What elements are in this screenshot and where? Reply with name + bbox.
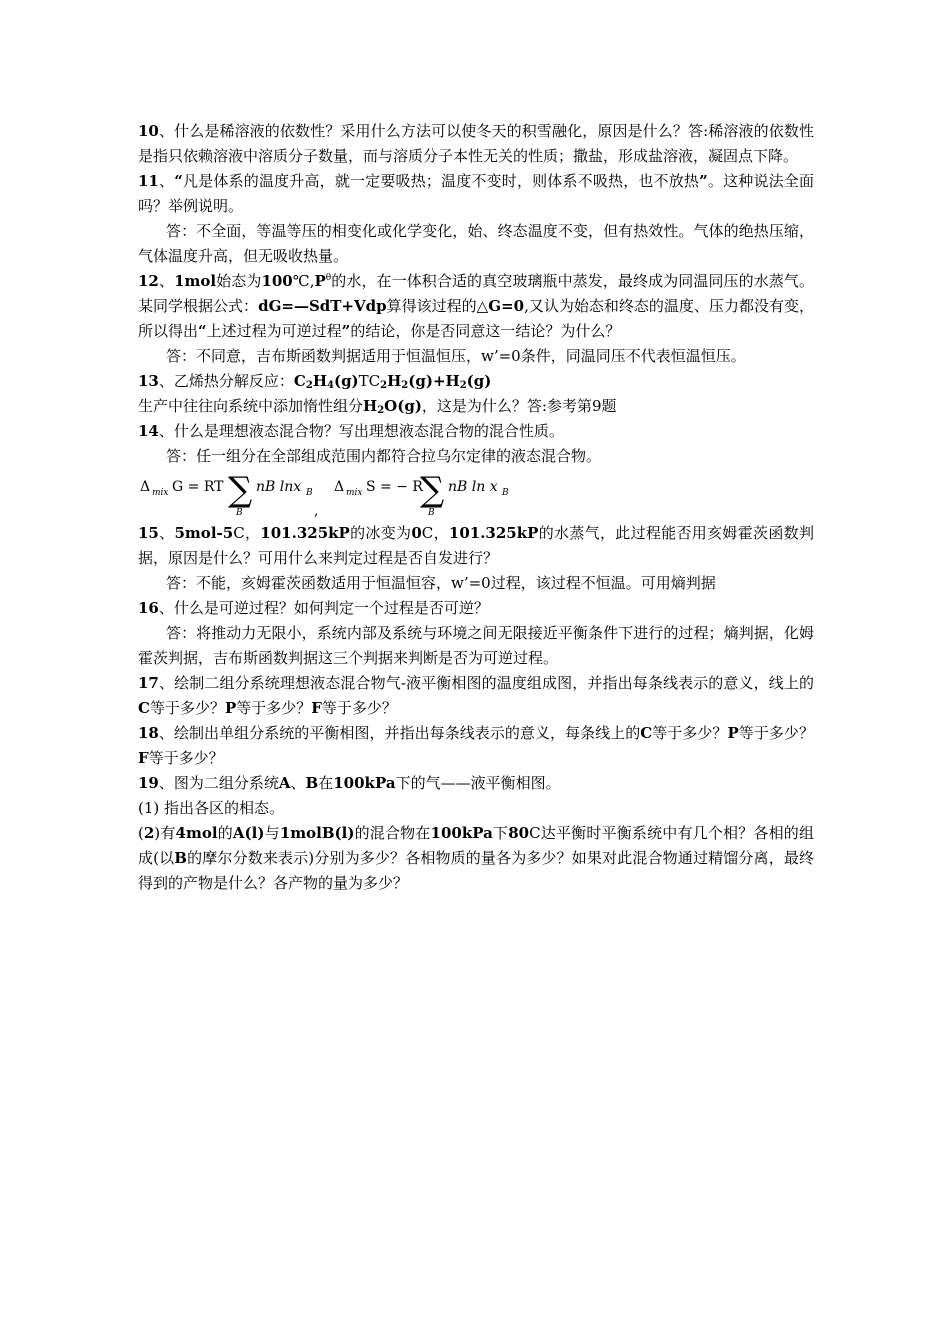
question-13: 13、乙烯热分解反应：$C_2H_4(g)TC_2H_2(g)+H_2(g)$ <box>138 372 492 391</box>
question-15: 15、5mol-5C，101.325kP的冰变为0C，101.325kP的水蒸气，此过程能否用亥姆霍茨函数判据，原因是什么？可用什么来判定过程是否自发进行？ <box>138 524 814 567</box>
delta-symbol: Δ <box>334 479 345 495</box>
svg-text:S = − R: S = − R <box>366 479 423 495</box>
question-10: 10、什么是稀溶液的依数性？采用什么方法可以使冬天的积雪融化，原因是什么？答:稀溶液的依数性是指只依赖溶液中溶质分子数量，而与溶质分子本性无关的性质；撒盐，形成盐溶液，凝固点下降。 <box>138 122 814 165</box>
summation-icon: ∑ <box>228 471 253 510</box>
document-body <box>138 119 814 896</box>
question-16: 16、什么是可逆过程？如何判定一个过程是否可逆？ <box>138 599 489 617</box>
svg-text:nB ln x: nB ln x <box>448 479 498 495</box>
question-12: 12、1mol始态为$100℃,P^\theta$的水，在一体积合适的真空玻璃瓶中蒸发，最终成为同温同压的水蒸气。某同学根据公式：dG=—SdT+Vdp算得该过程的△G=0,又认为始态和终态的温度、压力都没有变，所以得出“上述过程为可逆过程”的结论，你是否同意这一结论？为什么？ <box>138 272 814 340</box>
question-19-part-1: (1) 指出各区的相态。 <box>138 799 285 817</box>
svg-text:nB lnx: nB lnx <box>256 479 302 495</box>
summation-icon: ∑ <box>420 471 445 510</box>
answer-12: 答：不同意，吉布斯函数判据适用于恒温恒压，w’=0条件，同温同压不代表恒温恒压。 <box>166 347 746 365</box>
answer-16: 答：将推动力无限小，系统内部及系统与环境之间无限接近平衡条件下进行的过程；熵判据，化姆霍茨判据，吉布斯函数判据这三个判据来判断是否为可逆过程。 <box>138 624 814 667</box>
svg-text:B: B <box>502 488 509 498</box>
svg-text:mix: mix <box>346 488 363 498</box>
question-13-line2: 生产中往往向系统中添加惰性组分$H_2O(g)$，这是为什么？答:参考第9题 <box>138 397 617 416</box>
question-number: 17 <box>138 674 159 692</box>
svg-text:B: B <box>236 508 243 518</box>
question-14: 14、什么是理想液态混合物？写出理想液态混合物的混合性质。 <box>138 422 564 440</box>
delta-symbol: Δ <box>140 479 151 495</box>
question-number: 10 <box>138 122 159 140</box>
question-number: 16 <box>138 599 159 617</box>
svg-text:,: , <box>314 503 319 519</box>
svg-text:mix: mix <box>152 488 169 498</box>
question-11: 11、“凡是体系的温度升高，就一定要吸热；温度不变时，则体系不吸热，也不放热”。这种说法全面吗？举例说明。 <box>138 172 814 215</box>
svg-text:B: B <box>306 488 313 498</box>
answer-14: 答：任一组分在全部组成范围内都符合拉乌尔定律的液态混合物。 <box>166 447 602 465</box>
question-18: 18、绘制出单组分系统的平衡相图，并指出每条线表示的意义，每条线上的C等于多少？P等于多少？F等于多少？ <box>138 724 814 767</box>
svg-text:B: B <box>428 508 435 518</box>
mixing-formulas <box>138 471 814 517</box>
question-number: 14 <box>138 422 159 440</box>
question-17: 17、绘制二组分系统理想液态混合物气-液平衡相图的温度组成图，并指出每条线表示的意义，线上的C等于多少？P等于多少？F等于多少？ <box>138 674 814 717</box>
answer-15: 答：不能，亥姆霍茨函数适用于恒温恒容，w’=0过程，该过程不恒温。可用熵判据 <box>166 574 716 592</box>
svg-text:G = RT: G = RT <box>172 479 224 495</box>
question-number: 13 <box>138 372 159 390</box>
question-number: 19 <box>138 774 159 792</box>
question-19: 19、图为二组分系统A、B在100kPa下的气——液平衡相图。 <box>138 774 561 792</box>
question-19-part-2: (2)有4mol的A(l)与1molB(l)的混合物在100kPa下80C达平衡时平衡系统中有几个相？各相的组成(以B的摩尔分数来表示)分别为多少？各相物质的量各为多少？如果对此混合物通过精馏分离，最终得到的产物是什么？各产物的量为多少？ <box>138 824 814 892</box>
mixing-formulas-svg <box>138 471 558 519</box>
question-number: 12 <box>138 272 159 290</box>
question-number: 11 <box>138 172 159 190</box>
answer-11: 答：不全面，等温等压的相变化或化学变化，始、终态温度不变，但有热效性。气体的绝热压缩，气体温度升高，但无吸收热量。 <box>138 222 814 265</box>
question-number: 15 <box>138 524 159 542</box>
question-number: 18 <box>138 724 159 742</box>
